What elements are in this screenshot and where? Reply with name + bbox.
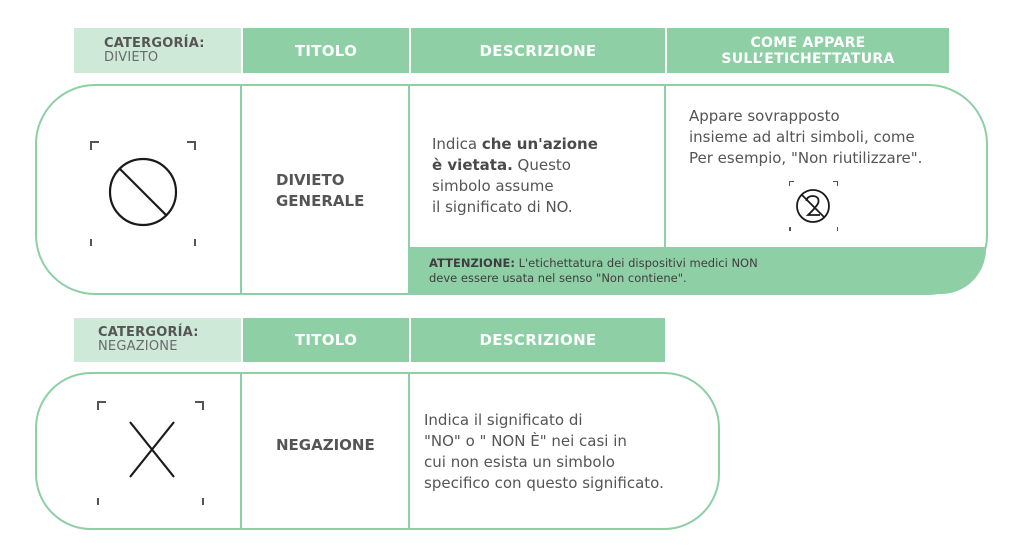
category-header-divieto — [74, 28, 241, 73]
column-header-description: DESCRIZIONE — [411, 28, 665, 73]
column-header-description: DESCRIZIONE — [411, 318, 665, 362]
divider — [240, 85, 242, 294]
category-header-negazione — [74, 318, 241, 362]
corner-mark — [97, 401, 106, 410]
category-key: CATERGORÍA: — [104, 35, 205, 51]
corner-mark — [97, 498, 99, 505]
column-header-title: TITOLO — [243, 28, 409, 73]
category-key: CATERGORÍA: — [98, 325, 199, 340]
category-value: NEGAZIONE — [98, 339, 178, 354]
symbol-description: Indica che un'azione è vietata. Questo simbolo assume il significato di NO. — [432, 135, 598, 216]
divider — [408, 373, 410, 529]
cross-x-icon — [122, 419, 182, 481]
corner-mark — [195, 401, 204, 410]
prohibition-circle-icon — [107, 156, 179, 228]
symbol-title: NEGAZIONE — [276, 436, 375, 454]
label-appearance-text: Appare sovrapposto insieme ad altri simboli, come Per esempio, "Non riutilizzare". — [689, 107, 923, 167]
attention-key: ATTENZIONE: — [429, 256, 515, 270]
corner-mark — [837, 227, 839, 231]
attention-note — [410, 249, 986, 294]
symbol-frame — [97, 401, 204, 505]
divider — [240, 373, 242, 529]
corner-mark — [90, 239, 92, 246]
symbol-title: DIVIETO GENERALE — [276, 171, 365, 210]
symbol-description: Indica il significato di "NO" o " NON È" nei casi in cui non esista un simbolo specifico con questo significato. — [424, 411, 664, 492]
corner-mark — [187, 141, 196, 150]
column-header-title: TITOLO — [243, 318, 409, 362]
corner-mark — [194, 239, 196, 246]
do-not-reuse-icon — [794, 187, 832, 225]
category-value: DIVIETO — [104, 49, 159, 65]
attention-text: deve essere usata nel senso "Non contiene". — [429, 271, 687, 285]
corner-mark — [202, 498, 204, 505]
corner-mark — [789, 181, 794, 186]
divider — [664, 85, 666, 248]
corner-mark — [90, 141, 99, 150]
attention-text: L'etichettatura dei dispositivi medici NON — [514, 256, 758, 270]
label-symbol-frame — [789, 181, 838, 231]
column-header-label-appearance: COME APPARE SULL’ETICHETTATURA — [667, 28, 949, 73]
corner-mark — [833, 181, 838, 186]
corner-mark — [789, 227, 791, 231]
symbol-frame — [90, 141, 196, 246]
